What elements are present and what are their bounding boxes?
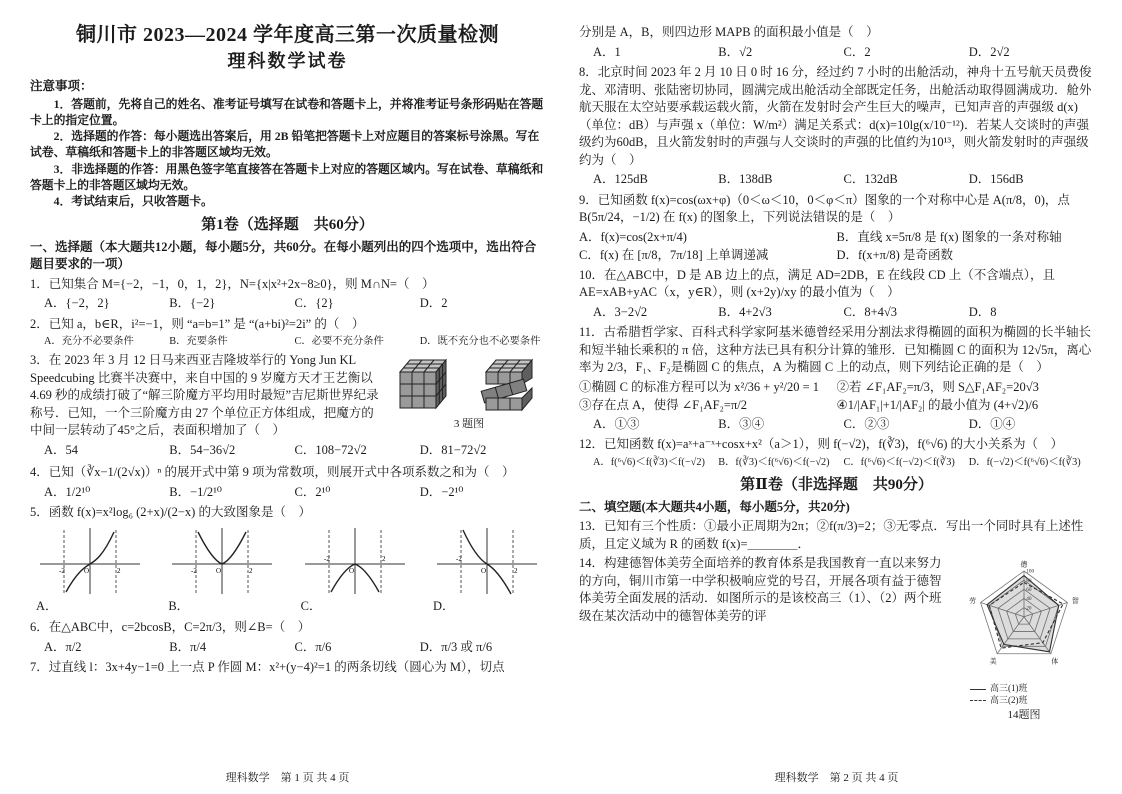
svg-text:20: 20 <box>1026 605 1032 612</box>
section1-heading: 第1卷（选择题 共60分） <box>201 216 374 233</box>
q1-stem: 1．已知集合 M={−2，−1，0，1，2}，N={x|x²+2x−8≥0}，则 M∩N=（ ） <box>30 276 435 291</box>
q1-option-d: D．2 <box>419 296 448 311</box>
q7-option-a: A．1 <box>593 44 621 59</box>
q9-options-row-1 <box>579 229 1094 247</box>
q12-options <box>593 456 1094 470</box>
notice-item-1: 1．答题前，先将自己的姓名、准考证号填写在试卷和答题卡上，并将准考证号条形码贴在答题卡上的指定位置。 <box>30 96 544 127</box>
q5-option-d-label: D． <box>432 598 455 613</box>
q11-statement-2: ②若 ∠F₁AF₂=π/3，则 S△F₁AF₂=20√3 <box>836 379 1039 394</box>
q9-stem: 9．已知函数 f(x)=cos(ωx+φ)（0＜ω＜10，0＜φ＜π）图象的一个对称中心是 A(π/8，0)，点 B(5π/24，−1/2) 在 f(x) 的图象上，下列说法错误的是（ ） <box>579 192 1070 224</box>
q2-option-a: A．充分不必要条件 <box>44 336 134 348</box>
svg-text:劳: 劳 <box>969 598 977 606</box>
q1-option-a: A．{−2，2} <box>44 296 110 311</box>
function-graph-d-icon <box>429 524 545 598</box>
q11-option-a: A．①③ <box>593 416 640 431</box>
q3-option-d: D．81−72√2 <box>419 442 487 457</box>
q9-options-row-2 <box>579 247 1094 265</box>
q8-option-d: D．156dB <box>968 172 1024 186</box>
q3-option-a: A．54 <box>44 442 79 457</box>
q4-stem: 4．已知（∛x−1/(2√x)）ⁿ 的展开式中第 9 项为常数项，则展开式中各项系数之和为（ ） <box>30 465 515 480</box>
q5-option-b-label: B． <box>168 598 190 613</box>
q14-figure <box>954 555 1094 723</box>
q12-option-d: D．f(−√2)＜f(⁶√6)＜f(∛3) <box>968 456 1081 468</box>
q11-stem: 11．古希腊哲学家、百科式科学家阿基米德曾经采用分割法求得椭圆的面积为椭圆的长半轴长和短半轴长乘积的 π 倍，这种方法已具有积分计算的雏形．已知椭圆 C 的面积为 12√5π，离心率为 2/3，F₁、F₂是椭圆 C 的焦点，A 为椭圆 C 上的动点，则下列结论正确的是（ ） <box>579 325 1092 374</box>
q5-option-c-label: C． <box>300 598 322 613</box>
svg-text:40: 40 <box>1026 596 1032 603</box>
left-column <box>30 22 545 786</box>
choice-section-intro: 一、选择题（本大题共12小题，每小题5分，共60分。在每小题列出的四个选项中，选出符合题目要求的一项） <box>30 239 537 272</box>
q10-options <box>593 304 1094 322</box>
q10-option-a: A．3−2√2 <box>593 304 648 319</box>
notice-heading: 注意事项： <box>30 79 93 94</box>
q6-option-a: A．π/2 <box>44 639 82 654</box>
q6-stem: 6．在△ABC中，c=2bcosB，C=2π/3，则∠B=（ ） <box>30 620 311 635</box>
q12-option-c: C．f(⁶√6)＜f(−√2)＜f(∛3) <box>843 456 955 468</box>
q5-stem: 5．函数 f(x)=x²log₆ (2+x)/(2−x) 的大致图象是（ ） <box>30 505 311 520</box>
section2-heading: 第Ⅱ卷（非选择题 共90分） <box>740 476 933 493</box>
radar-series-1 <box>987 576 1059 652</box>
svg-text:O: O <box>84 566 90 575</box>
q2-option-b: B．充要条件 <box>169 336 228 348</box>
svg-text:O: O <box>480 566 487 575</box>
function-graph-b-icon <box>164 524 280 598</box>
svg-text:2: 2 <box>117 566 121 575</box>
q10-option-c: C．8+4√3 <box>843 304 897 319</box>
q14-block <box>579 555 1094 725</box>
q11-statement-1: ①椭圆 C 的标准方程可以为 x²/36 + y²/20 = 1 <box>579 379 820 394</box>
svg-text:-2: -2 <box>455 554 462 563</box>
q5-graph-b <box>164 524 280 616</box>
q12-option-a: A．f(⁶√6)＜f(∛3)＜f(−√2) <box>593 456 705 468</box>
q8-option-b: B．138dB <box>718 172 773 186</box>
q9-option-b: B．直线 x=5π/8 是 f(x) 图象的一条对称轴 <box>836 229 1062 244</box>
notice-item-3: 3．非选择题的作答：用黑色签字笔直接答在答题卡上对应的答题区域内。写在试卷、草稿纸和答题卡上的非答题区域均无效。 <box>30 161 544 193</box>
q5-option-a-label: A． <box>36 598 58 613</box>
q3-option-c: C．108−72√2 <box>294 442 367 457</box>
svg-text:智: 智 <box>1071 598 1079 606</box>
q10-stem: 10．在△ABC中，D 是 AB 边上的点，满足 AD=2DB，E 在线段 CD 上（不含端点），且 AE=xAB+yAC（x，y∈R），则 (x+2y)/xy 的最小值为（ ） <box>579 267 1056 299</box>
q9-option-d: D．f(x+π/8) 是奇函数 <box>836 248 953 262</box>
q6-option-b: B．π/4 <box>169 639 207 654</box>
q8-option-c: C．132dB <box>843 172 898 186</box>
svg-text:O: O <box>348 566 354 575</box>
q7-option-d: D．2√2 <box>968 44 1010 59</box>
q7-continuation: 分别是 A，B，则四边形 MAPB 的面积最小值是（ ） <box>579 25 879 39</box>
q2-option-c: C．必要不充分条件 <box>294 336 384 348</box>
q7-options <box>593 44 1094 62</box>
q3-figure <box>393 354 545 432</box>
q5-graph-d <box>429 524 545 616</box>
q11-option-d: D．①④ <box>968 416 1016 431</box>
q11-option-c: C．②③ <box>843 416 890 431</box>
radar-chart-icon <box>964 555 1084 683</box>
q14-stem: 14．构建德智体美劳全面培养的教育体系是我国教育一直以来努力的方向，铜川市第一中学积极响应党的号召，开展各项有益于德智体美劳全面发展的活动．如图所示的是该校高三（1）、（2）两个班级在某次活动中的德智体美劳的评 <box>579 556 942 623</box>
function-graph-a-icon <box>32 524 148 598</box>
notice-item-2: 2．选择题的作答：每小题选出答案后，用 2B 铅笔把答题卡上对应题目的答案标号涂黑。写在试卷、草稿纸和答题卡上的非答题区域均无效。 <box>30 129 540 160</box>
svg-text:2: 2 <box>249 566 253 575</box>
q6-options <box>44 639 545 657</box>
q6-option-d: D．π/3 或 π/6 <box>419 639 493 654</box>
svg-text:-2: -2 <box>323 554 330 563</box>
radar-legend <box>970 683 1094 706</box>
q1-options <box>44 295 545 313</box>
q3-options <box>44 442 545 460</box>
exam-subtitle: 理科数学试卷 <box>227 51 348 71</box>
q14-figure-caption: 14题图 <box>1007 708 1041 721</box>
q6-option-c: C．π/6 <box>294 639 332 654</box>
dashed-line-sample-icon <box>970 700 986 701</box>
svg-text:O: O <box>216 566 222 575</box>
q2-options <box>44 335 545 349</box>
q1-option-c: C．{2} <box>294 296 334 311</box>
q3-block <box>30 352 545 462</box>
q11-statements-row-1 <box>579 379 1094 397</box>
q7-option-b: B．√2 <box>718 44 753 59</box>
svg-text:-2: -2 <box>59 566 65 575</box>
radar-legend-item-1 <box>970 683 1028 695</box>
q10-option-b: B．4+2√3 <box>718 304 772 319</box>
q4-option-b: B．−1/2¹⁰ <box>169 484 222 499</box>
q4-option-a: A．1/2¹⁰ <box>44 484 91 499</box>
svg-text:80: 80 <box>1026 578 1032 585</box>
q3-figure-caption: 3 题图 <box>453 418 485 431</box>
q3-stem: 3．在 2023 年 3 月 12 日马来西亚吉隆坡举行的 Yong Jun KL Speedcubing 比赛半决赛中，来自中国的 9 岁魔方天才王艺衡以 4.69 秒的成绩打破了“解三阶魔方平均用时最短”吉尼斯世界纪录称号．已知，一个三阶魔方由 27 个单位正方体组成，把魔方的中间一层转动了45°之后，表面积增加了（ ） <box>30 353 379 438</box>
exam-title: 铜川市 2023—2024 学年度高三第一次质量检测 <box>76 24 499 46</box>
radar-legend-label-2: 高三(2)班 <box>990 695 1028 706</box>
q11-options <box>593 416 1094 434</box>
q11-statements-row-2 <box>579 397 1094 415</box>
svg-text:100: 100 <box>1026 569 1035 576</box>
page1-footer: 理科数学 第 1 页 共 4 页 <box>225 771 350 784</box>
right-column-content <box>579 22 1094 767</box>
left-column-content <box>30 22 545 767</box>
q8-stem: 8．北京时间 2023 年 2 月 10 日 0 时 16 分，经过约 7 小时的出舱活动，神舟十五号航天员费俊龙、邓清明、张陆密切协同，圆满完成出舱活动全部既定任务，出舱活动取得圆满成功．舱外航天服在太空站要承载运载火箭，火箭在发射时会产生巨大的噪声，已知声音的声强级 d(x)（单位：dB）与声强 x（单位：W/m²）满足关系式：d(x)=10lg(x/10⁻¹²)．若某人交谈时的声强级约为60dB，且火箭发射时的声强与人交谈时的声强的比值约为10¹³，则火箭发射时的声强级约为（ ） <box>579 65 1092 167</box>
q5-graph-options <box>32 524 545 616</box>
q13-stem: 13．已知有三个性质：①最小正周期为2π；②f(π/3)=2；③无零点．写出一个同时具有上述性质，且定义域为 R 的函数 f(x)=＿＿＿＿． <box>579 519 1084 551</box>
q4-option-d: D．−2¹⁰ <box>419 484 464 499</box>
notice-section <box>30 78 545 209</box>
svg-text:美: 美 <box>989 658 997 666</box>
q11-option-b: B．③④ <box>718 416 765 431</box>
svg-text:体: 体 <box>1051 658 1059 666</box>
radar-legend-label-1: 高三(1)班 <box>990 683 1028 694</box>
notice-item-4: 4．考试结束后，只收答题卡。 <box>53 194 213 209</box>
svg-text:-2: -2 <box>191 566 198 575</box>
q7-stem: 7．过直线 l：3x+4y−1=0 上一点 P 作圆 M：x²+(y−4)²=1 的两条切线（圆心为 M），切点 <box>30 660 505 675</box>
q12-stem: 12．已知函数 f(x)=aˣ+a⁻ˣ+cosx+x²（a＞1），则 f(−√2)，f(∛3)，f(⁶√6) 的大小关系为（ ） <box>579 437 1063 451</box>
q8-option-a: A．125dB <box>593 172 648 186</box>
fill-section-intro: 二、填空题(本大题共4小题，每小题5分，共20分) <box>579 499 850 514</box>
function-graph-c-icon <box>297 524 413 598</box>
q4-options <box>44 484 545 502</box>
svg-text:2: 2 <box>381 554 386 563</box>
page2-footer: 理科数学 第 2 页 共 4 页 <box>774 771 899 784</box>
q9-option-a: A．f(x)=cos(2x+π/4) <box>579 229 687 244</box>
q2-stem: 2．已知 a，b∈R，i²=−1，则 “a=b=1” 是 “(a+bi)²=2i” 的（ ） <box>30 316 365 331</box>
q10-option-d: D．8 <box>968 304 997 319</box>
q11-statement-4: ④1/|AF₁|+1/|AF₂| 的最小值为 (4+√2)/6 <box>836 398 1039 412</box>
solid-line-sample-icon <box>970 689 986 690</box>
svg-text:60: 60 <box>1026 587 1032 594</box>
q9-option-c: C．f(x) 在 [π/8，7π/18] 上单调递减 <box>579 248 769 262</box>
q8-options <box>593 171 1094 189</box>
svg-text:2: 2 <box>513 566 518 575</box>
svg-text:德: 德 <box>1020 561 1028 569</box>
q4-option-c: C．2¹⁰ <box>294 484 331 499</box>
q5-graph-c <box>297 524 413 616</box>
right-column <box>579 22 1094 786</box>
q1-option-b: B．{−2} <box>169 296 216 311</box>
q2-option-d: D．既不充分也不必要条件 <box>419 336 541 348</box>
q12-option-b: B．f(∛3)＜f(⁶√6)＜f(−√2) <box>718 456 830 468</box>
q7-option-c: C．2 <box>843 44 871 59</box>
rubiks-cube-icon <box>393 354 545 416</box>
radar-legend-item-2 <box>970 695 1028 707</box>
q11-statement-3: ③存在点 A，使得 ∠F₁AF₂=π/2 <box>579 398 747 412</box>
q3-option-b: B．54−36√2 <box>169 442 236 457</box>
q5-graph-a <box>32 524 148 616</box>
